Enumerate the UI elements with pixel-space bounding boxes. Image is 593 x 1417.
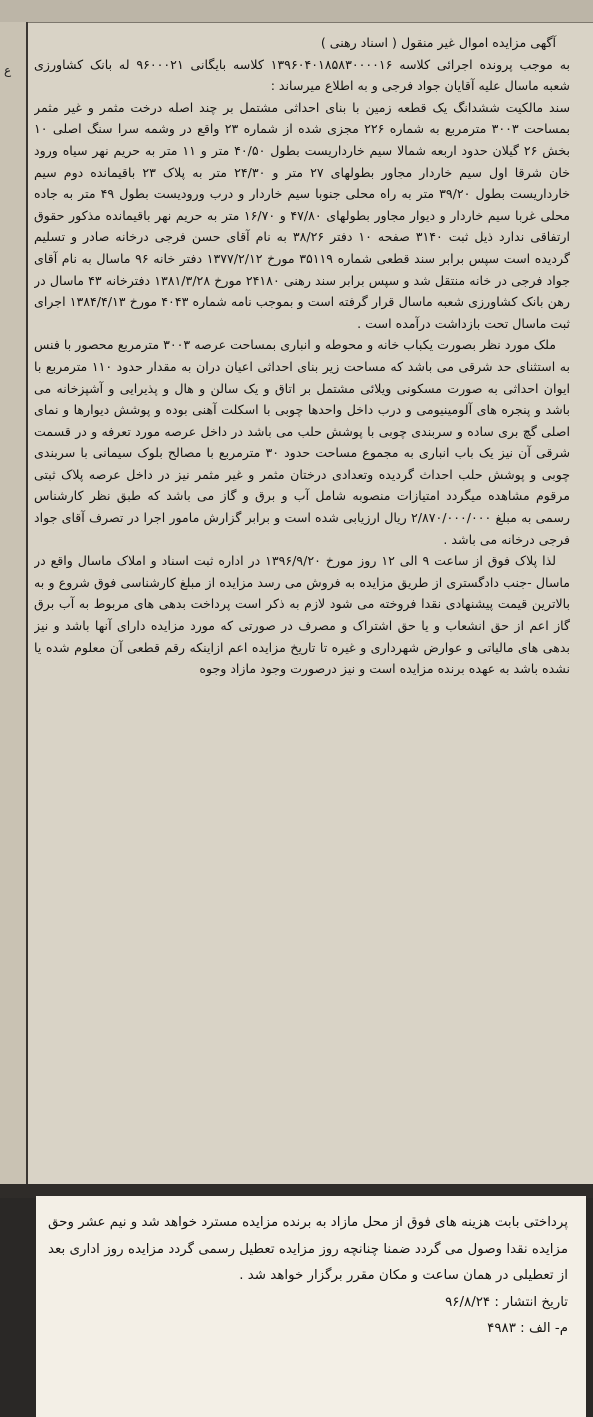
notice-code: م- الف : ۴۹۸۳ [487, 1321, 568, 1336]
clipping-left-margin [0, 22, 28, 1195]
notice-intro: به موجب پرونده اجرائی کلاسه ۱۳۹۶۰۴۰۱۸۵۸۳۰۰۰۰۱۶ کلاسه بایگانی ۹۶۰۰۰۲۱ له بانک کشاورزی شعبه ماسال علیه آقایان جواد فرجی و به اطلاع میرساند : [34, 56, 570, 94]
newspaper-clipping-lower [36, 1196, 586, 1417]
clipping-header-strip [0, 0, 593, 23]
notice-paragraph-description: ملک مورد نظر بصورت یکباب خانه و محوطه و انباری بمساحت عرصه ۳۰۰۳ مترمربع محصور با فنس به استثنای حد شرقی می باشد که مساحت زیر بنای احداثی اعیان دران به مقدار حدود ۱۱۰ مترمربع با ایوان احداثی به صورت مسکونی ویلائی مشتمل بر اتاق و یک سالن و هال و پذیرایی و آشپزخانه می باشد و پنجره های آلومینیومی و درب داخل واحدها چوبی با اسکلت آهنی بوده و پوشش دیوارها و نمای اصلی گچ بری ساده و سربندی چوبی با پوشش حلب می باشد در داخل عرصه مورد تعرفه و در قسمت شرقی آن نیز یک باب انباری به مجموع مساحت حدود ۳۰ مترمربع با مصالح بلوک سیمانی با سربندی چوبی و پوشش حلب احداث گردیده وتعدادی درختان مثمر و غیر مثمر نیز در داخل عرصه پلاک ثبتی مرقوم مشاهده میگردد امتیازات منصوبه شامل آب و برق و گاز می باشد که طبق نظر کارشناس رسمی به مبلغ ۲/۸۷۰/۰۰۰/۰۰۰ ریال ارزیابی شده است و برابر گزارش مامور اجرا در تصرف آقای جواد فرجی درخانه می باشد . [34, 337, 570, 547]
notice-paragraph-property: سند مالکیت ششدانگ یک قطعه زمین با بنای احداثی مشتمل بر چند اصله درخت مثمر و غیر مثمر بمساحت ۳۰۰۳ مترمربع به شماره ۲۲۶ مجزی شده از شماره ۲۳ واقع در وشمه سرا سنگ اصلی ۱۰ بخش ۲۶ گیلان حدود اربعه شمالا سیم خارداریست بطول ۴۰/۵۰ متر و ۱۱ متر به حریم نهر سیاه ورود خان شرقا اول سیم خاردار مجاور بطولهای ۲۷ متر و ۲۴/۳۰ متر به پلاک ۲۳ باقیمانده دوم سیم خارداریست بطول ۳۹/۲۰ متر به راه محلی جنوبا سیم خاردار و درب ورودیست بطول ۴۹ متر به جاده محلی غربا سیم خاردار و دیوار مجاور بطولهای ۴۷/۸۰ و ۱۶/۷۰ متر به حریم نهر باقیمانده مذکور حقوق ارتفاقی ندارد ذیل ثبت ۳۱۴۰ صفحه ۱۰ دفتر ۳۸/۲۶ به نام آقای حسن فرجی درخانه صادر و تسلیم گردیده است سپس برابر سند قطعی شماره ۳۵۱۱۹ مورخ ۱۳۷۷/۲/۱۲ دفتر خانه ۹۶ ماسال به نام آقای جواد فرجی در خانه منتقل شد و سپس برابر سند رهنی ۲۴۱۸۰ مورخ ۱۳۸۱/۳/۲۸ دفترخانه ۴۳ ماسال در رهن بانک کشاورزی شعبه ماسال قرار گرفته است و بموجب نامه شماره ۴۰۴۳ مورخ ۱۳۸۴/۴/۱۳ اجرای ثبت ماسال تحت بازداشت درآمده است . [34, 99, 570, 331]
publish-date: تاریخ انتشار : ۹۶/۸/۲۴ [445, 1294, 568, 1310]
notice-paragraph-auction: لذا پلاک فوق از ساعت ۹ الی ۱۲ روز مورخ ۱۳۹۶/۹/۲۰ در اداره ثبت اسناد و املاک ماسال واقع در ماسال -جنب دادگستری از طریق مزایده به فروش می رسد مزایده از مبلغ کارشناسی فوق شروع و به بالاترین قیمت پیشنهادی نقدا فروخته می شود لازم به ذکر است پرداخت بدهی های مربوط به آب برق گاز اعم از حق انشعاب و یا حق اشتراک و مصرف در صورتی که مورد مزایده دارای آنها باشد و نیز بدهی های مالیاتی و عوارض شهرداری و غیره تا تاریخ مزایده اعم ازاینکه رقم قطعی آن معلوم شده یا نشده باشد به عهده برنده مزایده است و نیز درصورت وجود مازاد وجوه [34, 553, 570, 677]
notice-body-lower [48, 1210, 568, 1410]
notice-body-upper [34, 32, 570, 1182]
notice-title: آگهی مزایده اموال غیر منقول ( اسناد رهنی ) [320, 35, 556, 50]
notice-paragraph-closing: پرداختی بابت هزینه های فوق از محل مازاد به برنده مزایده مسترد خواهد شد و نیم عشر وحق مزایده نقدا وصول می گردد ضمنا چنانچه روز مزایده تعطیل رسمی گردد مزایده روز اداری بعد از تعطیلی در همان ساعت و مکان مقرر برگزار خواهد شد . [48, 1215, 568, 1283]
margin-mark: ع [4, 63, 12, 77]
